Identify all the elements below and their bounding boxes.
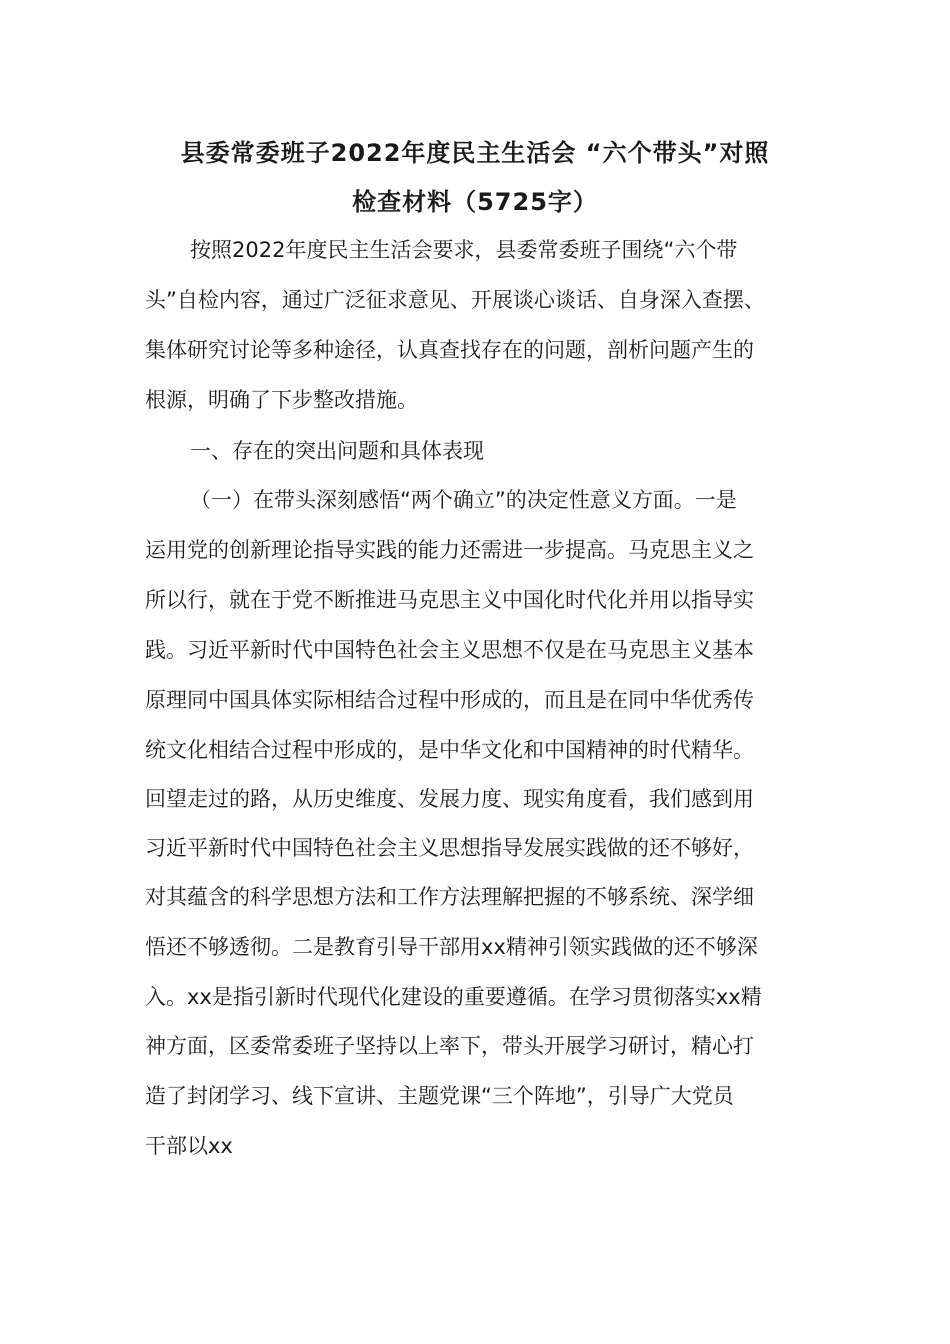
paragraph-line: （一）在带头深刻感悟“两个确立”的决定性意义方面。一是 <box>190 488 737 512</box>
paragraph-line: 悟还不够透彻。二是教育引导干部用xx精神引领实践做的还不够深 <box>145 935 758 959</box>
paragraph-line: 造了封闭学习、线下宣讲、主题党课“三个阵地”，引导广大党员 <box>145 1084 734 1108</box>
paragraph-line: 所以行，就在于党不断推进马克思主义中国化时代化并用以指导实 <box>145 588 754 612</box>
paragraph-line: 集体研究讨论等多种途径，认真查找存在的问题，剖析问题产生的 <box>145 338 754 362</box>
paragraph-line: 回望走过的路，从历史维度、发展力度、现实角度看，我们感到用 <box>145 787 754 811</box>
paragraph-line: 践。习近平新时代中国特色社会主义思想不仅是在马克思主义基本 <box>145 638 754 662</box>
paragraph-line: 统文化相结合过程中形成的，是中华文化和中国精神的时代精华。 <box>145 738 754 762</box>
document-title-line-1: 县委常委班子2022年度民主生活会 “六个带头”对照 <box>180 139 770 167</box>
paragraph-line: 根源，明确了下步整改措施。 <box>145 388 418 412</box>
document-title-line-2: 检查材料（5725字） <box>352 188 598 216</box>
paragraph-line: 神方面，区委常委班子坚持以上率下，带头开展学习研讨，精心打 <box>145 1034 754 1058</box>
paragraph-line: 按照2022年度民主生活会要求，县委常委班子围绕“六个带 <box>190 238 738 262</box>
paragraph-line: 原理同中国具体实际相结合过程中形成的，而且是在同中华优秀传 <box>145 688 754 712</box>
section-heading: 一、存在的突出问题和具体表现 <box>190 439 484 463</box>
paragraph-line: 入。xx是指引新时代现代化建设的重要遵循。在学习贯彻落实xx精 <box>145 985 762 1009</box>
paragraph-line: 头”自检内容，通过广泛征求意见、开展谈心谈话、自身深入查摆、 <box>145 288 765 312</box>
paragraph-line: 干部以xx <box>145 1134 233 1158</box>
paragraph-line: 运用党的创新理论指导实践的能力还需进一步提高。马克思主义之 <box>145 538 754 562</box>
paragraph-line: 对其蕴含的科学思想方法和工作方法理解把握的不够系统、深学细 <box>145 885 754 909</box>
paragraph-line: 习近平新时代中国特色社会主义思想指导发展实践做的还不够好， <box>145 836 754 860</box>
